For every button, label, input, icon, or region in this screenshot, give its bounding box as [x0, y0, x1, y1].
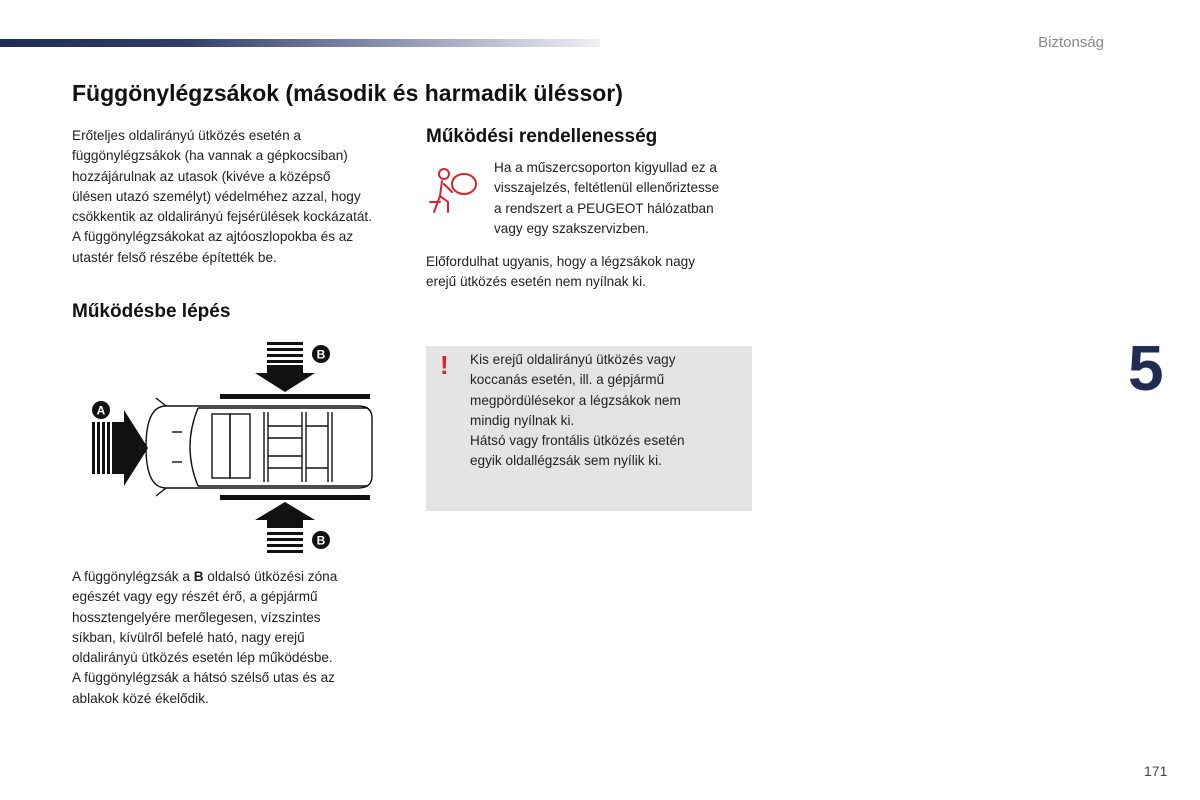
- label-a-text: A: [96, 403, 106, 418]
- text-line: A függönylégzsákokat az ajtóoszlopokba és az: [72, 229, 354, 245]
- text-span: A függönylégzsák a: [72, 569, 194, 584]
- text-line: vagy egy szakszervizben.: [494, 220, 649, 236]
- intro-paragraph: [72, 126, 402, 268]
- text-line: mindig nyílnak ki.: [470, 412, 575, 428]
- section-label: Biztonság: [1038, 34, 1104, 51]
- text-line: A függönylégzsák a hátsó szélső utas és az: [72, 670, 335, 686]
- vehicle-top-view: [146, 398, 372, 496]
- label-b-top-badge: [312, 345, 330, 363]
- page-title: Függönylégzsákok (második és harmadik üléssor): [72, 80, 623, 106]
- text-line: egészét vagy egy részét érő, a gépjármű: [72, 589, 318, 605]
- chapter-number: 5: [1128, 332, 1164, 404]
- label-b-top-text: B: [316, 347, 326, 362]
- activation-paragraph: [72, 567, 392, 709]
- text-line: Erőteljes oldalirányú ütközés esetén a: [72, 128, 301, 143]
- text-line: Kis erejű oldalirányú ütközés vagy: [470, 352, 676, 367]
- text-line: [72, 567, 392, 587]
- impact-zone-bars: [220, 394, 370, 500]
- text-line: visszajelzés, feltétlenül ellenőriztesse: [494, 180, 720, 196]
- malfunction-paragraph: [494, 158, 764, 239]
- text-line: oldalirányú ütközés esetén lép működésbe.: [72, 650, 333, 666]
- zone-b-label: B: [193, 569, 204, 584]
- arrow-b-top-icon: [255, 342, 315, 392]
- text-line: hossztengelyére merőlegesen, vízszintes: [72, 609, 321, 625]
- exclamation-icon: !: [440, 350, 449, 380]
- text-line: Hátsó vagy frontális ütközés esetén: [470, 433, 685, 449]
- text-line: csökkentik az oldalirányú fejsérülések kockázatát.: [72, 209, 372, 225]
- label-b-bottom-badge: [312, 531, 330, 549]
- text-line: síkban, kívülről befelé ható, nagy erejű: [72, 629, 305, 645]
- text-line: hozzájárulnak az utasok (kivéve a középső: [72, 168, 331, 184]
- malfunction-note: [426, 252, 756, 293]
- warning-text: [470, 350, 746, 472]
- text-line: Ha a műszercsoporton kigyullad ez a: [494, 160, 717, 175]
- text-line: utastér felső részébe építették be.: [72, 249, 277, 265]
- text-span: oldalsó ütközési zóna: [203, 569, 338, 584]
- header-color-bar: [0, 39, 600, 47]
- text-line: erejű ütközés esetén nem nyílnak ki.: [426, 274, 646, 290]
- airbag-warning-icon: [426, 162, 484, 216]
- arrow-b-bottom-icon: [255, 502, 315, 553]
- text-line: koccanás esetén, ill. a gépjármű: [470, 372, 665, 388]
- page-number: 171: [1144, 763, 1168, 779]
- warning-box: [426, 346, 752, 511]
- text-line: ülésen utazó személyt) védelméhez azzal, hogy: [72, 188, 361, 204]
- side-impact-diagram: [80, 338, 380, 556]
- text-line: Előfordulhat ugyanis, hogy a légzsákok nagy: [426, 254, 696, 269]
- text-line: egyik oldallégzsák sem nyílik ki.: [470, 453, 662, 469]
- text-line: a rendszert a PEUGEOT hálózatban: [494, 200, 714, 216]
- arrow-a-icon: [92, 410, 148, 486]
- text-line: függönylégzsákok (ha vannak a gépkocsiban): [72, 148, 348, 164]
- activation-heading: Működésbe lépés: [72, 301, 231, 322]
- text-line: megpördülésekor a légzsákok nem: [470, 392, 681, 408]
- label-a-badge: [92, 401, 110, 419]
- label-b-bottom-text: B: [316, 533, 326, 548]
- text-line: ablakok közé ékelődik.: [72, 690, 209, 706]
- malfunction-heading: Működési rendellenesség: [426, 126, 658, 147]
